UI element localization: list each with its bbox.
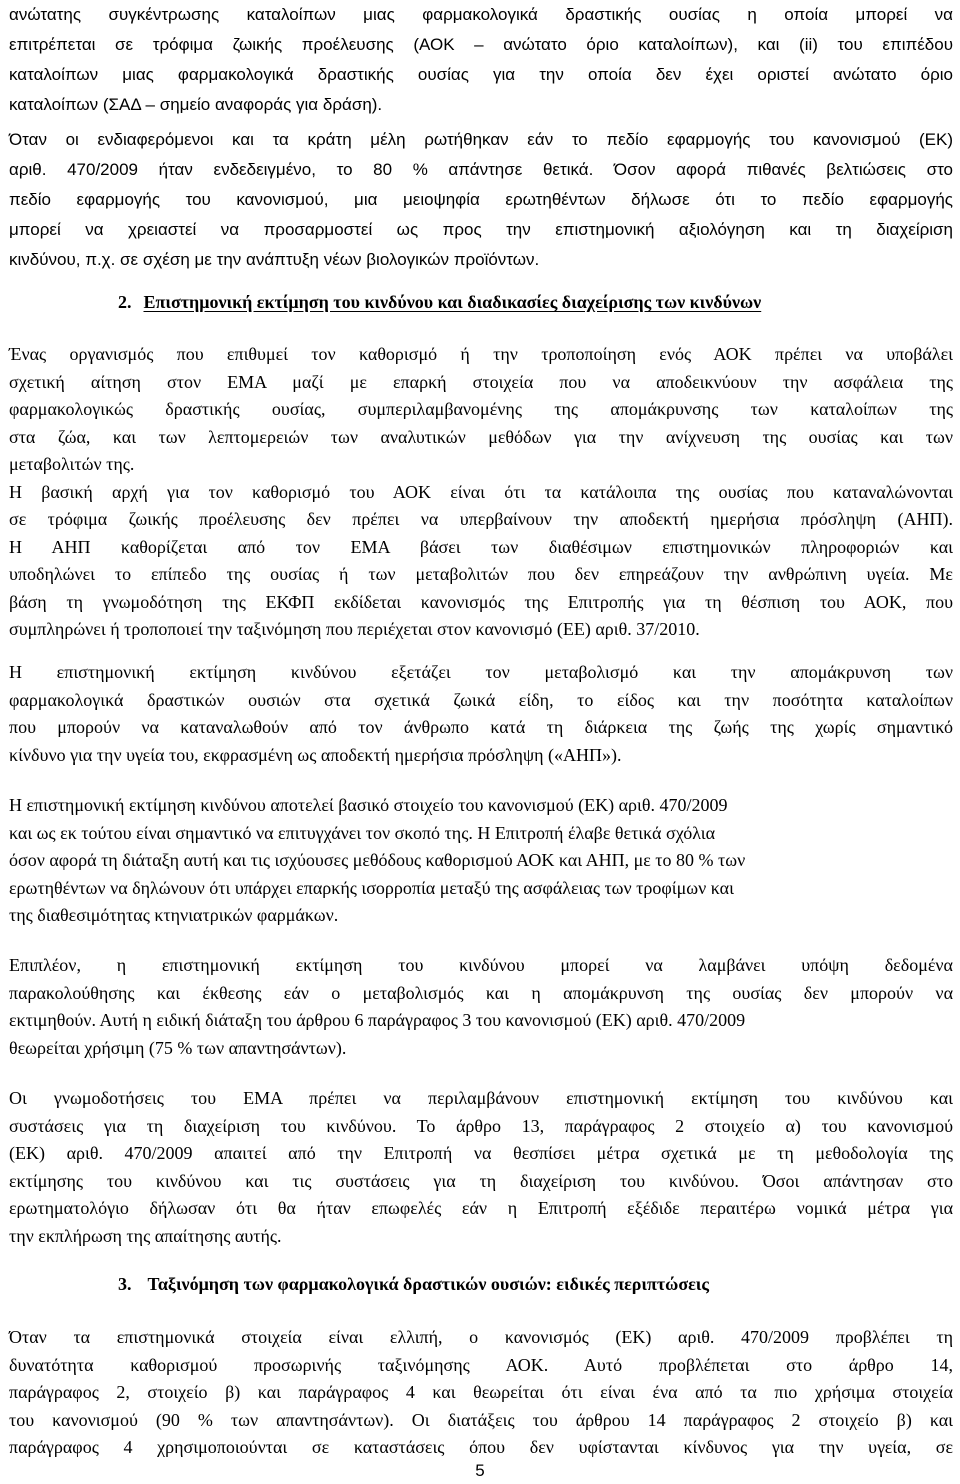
text-line: κινδύνου, π.χ. σε σχέση με την ανάπτυξη νέων βιολογικών προϊόντων. xyxy=(9,250,540,269)
text-line: συστάσεις για τη διαχείριση του κινδύνου. Το άρθρο 13, παράγραφος 2 στοιχείο α) του κανονισμού xyxy=(9,1115,953,1136)
text-line: συμπληρώνει ή τροποποιεί την ταξινόμηση που περιέχεται στον κανονισμό (ΕΕ) αριθ. 37/2010. xyxy=(9,619,700,639)
text-line: εκτιμηθούν. Αυτή η ειδική διάταξη του άρθρου 6 παράγραφος 3 του κανονισμού (ΕΚ) αριθ. 470/2009 xyxy=(9,1010,746,1030)
text-line: παράγραφος 2, στοιχείο β) και παράγραφος 4 και θεωρείται ότι είναι ένα από τα πιο χρήσιμα στοιχεία xyxy=(9,1382,953,1402)
text-line: υποδηλώνει το επίπεδο της ουσίας ή των μεταβολιτών που δεν επηρεάζουν την ανθρώπινη υγεία. Με xyxy=(9,564,953,584)
text-line: που μπορούν να καταναλωθούν από τον άνθρωπο κατά τη διάρκεια της ζωής της χωρίς σημαντικό xyxy=(9,717,953,737)
text-line: φαρμακολογικώς δραστικής ουσίας, συμπεριλαμβανομένης της απομάκρυνσης των καταλοίπων της xyxy=(9,399,953,419)
text-line: σχετική αίτηση στον ΕΜΑ μαζί με επαρκή στοιχεία που να αποδεικνύουν την ασφάλεια της xyxy=(9,371,953,392)
text-line: εκτίμησης του κινδύνου και τις συστάσεις για τη διαχείριση του κινδύνου. Όσοι απάντησαν στο xyxy=(9,1170,953,1191)
text-line: Η ΑΗΠ καθορίζεται από τον ΕΜΑ βάσει των διαθέσιμων επιστημονικών πληροφοριών και xyxy=(9,536,953,557)
text-line: βάση τη γνωμοδότηση της ΕΚΦΠ εκδίδεται κανονισμός της Επιτροπής για τη θέσπιση του ΑΟΚ, που xyxy=(9,591,953,612)
paragraph-monitoring xyxy=(9,952,953,1062)
text-line: μπορεί να χρειαστεί να προσαρμοστεί ως προς την επιστημονική αξιολόγηση και τη διαχείριση xyxy=(9,220,953,239)
text-line: αριθ. 470/2009 ήταν ενδεδειγμένο, το 80 % απάντησε θετικά. Όσον αφορά πιθανές βελτιώσεις στο xyxy=(9,160,953,179)
text-line: Ένας οργανισμός που επιθυμεί τον καθορισμό ή την τροποποίηση ενός ΑΟΚ πρέπει να υποβάλει xyxy=(9,344,953,364)
paragraph-intro xyxy=(9,0,953,120)
text-line: την εκπλήρωση της απαίτησης αυτής. xyxy=(9,1225,282,1246)
section-title: Επιστημονική εκτίμηση του κινδύνου και διαδικασίες διαχείρισης των κινδύνων xyxy=(143,292,762,312)
text-line: (ΕΚ) αριθ. 470/2009 απαιτεί από την Επιτροπή να θεσπίσει μέτρα σχετικά με τη μεθοδολογία της xyxy=(9,1143,953,1163)
section-title: Ταξινόμηση των φαρμακολογικά δραστικών ουσιών: ειδικές περιπτώσεις xyxy=(147,1274,709,1294)
text-line: παράγραφος 4 χρησιμοποιούνται σε καταστάσεις όπου δεν υφίστανται κίνδυνος για την υγεία, σε xyxy=(9,1437,953,1457)
section-2-heading xyxy=(118,289,761,316)
text-line: κίνδυνο για την υγεία του, εκφρασμένη ως αποδεκτή ημερήσια πρόσληψη («ΑΗΠ»). xyxy=(9,744,622,765)
text-line: της διαθεσιμότητας κτηνιατρικών φαρμάκων. xyxy=(9,905,339,925)
paragraph-scope xyxy=(9,125,953,275)
text-line: φαρμακολογικά δραστικών ουσιών στα σχετικά ζωικά είδη, το είδος και την ποσότητα καταλοίπων xyxy=(9,689,953,710)
text-line: σε τρόφιμα ζωικής προέλευσης δεν πρέπει να υπερβαίνουν την αποδεκτή ημερήσια πρόσληψη (ΑΗΠ). xyxy=(9,509,953,529)
text-line: Η επιστημονική εκτίμηση κινδύνου εξετάζει τον μεταβολισμό και την απομάκρυνση των xyxy=(9,662,953,682)
paragraph-key-element xyxy=(9,792,953,930)
text-line: Όταν οι ενδιαφερόμενοι και τα κράτη μέλη ρωτήθηκαν εάν το πεδίο εφαρμογής του κανονισμού (ΕΚ) xyxy=(9,130,953,149)
section-number: 3. xyxy=(118,1274,132,1294)
text-line: ερωτηθέντων να δηλώνουν ότι υπάρχει επαρκής ισορροπία μεταξύ της ασφάλειας των τροφίμων και xyxy=(9,877,734,898)
paragraph-ema-opinions xyxy=(9,1085,953,1250)
page-number: 5 xyxy=(475,1461,485,1480)
text-line: επιτρέπεται σε τρόφιμα ζωικής προέλευσης (ΑΟΚ – ανώτατο όριο καταλοίπων), και (ii) του επιπέδου xyxy=(9,35,953,54)
text-line: ανώτατης συγκέντρωσης καταλοίπων μιας φαρμακολογικά δραστικής ουσίας η οποία μπορεί να xyxy=(9,5,953,24)
paragraph-classification xyxy=(9,1324,953,1462)
text-line: καταλοίπων (ΣΑΔ – σημείο αναφοράς για δράση). xyxy=(9,95,383,114)
text-line: και ως εκ τούτου είναι σημαντικό να επιτυγχάνει τον σκοπό της. Η Επιτροπή έλαβε θετικά σχόλια xyxy=(9,822,716,843)
text-line: του κανονισμού (90 % των απαντησάντων). Οι διατάξεις του άρθρου 14 παράγραφος 2 στοιχείο β) και xyxy=(9,1409,953,1430)
text-line: όσον αφορά τη διάταξη αυτή και τις ισχύουσες μεθόδους καθορισμού ΑΟΚ και ΑΗΠ, με το 80 % των xyxy=(9,850,746,870)
text-line: στα ζώα, και των λεπτομερειών των αναλυτικών μεθόδων για την ανίχνευση της ουσίας και των xyxy=(9,426,953,447)
text-line: Οι γνωμοδοτήσεις του ΕΜΑ πρέπει να περιλαμβάνουν επιστημονική εκτίμηση του κινδύνου και xyxy=(9,1088,953,1108)
text-line: μεταβολιτών της. xyxy=(9,454,135,474)
section-number: 2. xyxy=(118,292,132,312)
paragraph-risk-assessment xyxy=(9,659,953,769)
paragraph-organisation xyxy=(9,341,953,644)
text-line: θεωρείται χρήσιμη (75 % των απαντησάντων). xyxy=(9,1037,347,1058)
text-line: πεδίο εφαρμογής του κανονισμού, μια μειοψηφία ερωτηθέντων δήλωσε ότι το πεδίο εφαρμογής xyxy=(9,190,953,209)
text-line: Όταν τα επιστημονικά στοιχεία είναι ελλιπή, ο κανονισμός (ΕΚ) αριθ. 470/2009 προβλέπει τη xyxy=(9,1327,953,1347)
text-line: δυνατότητα καθορισμού προσωρινής ταξινόμησης ΑΟΚ. Αυτό προβλέπεται στο άρθρο 14, xyxy=(9,1354,953,1375)
text-line: Επιπλέον, η επιστημονική εκτίμηση του κινδύνου μπορεί να λαμβάνει υπόψη δεδομένα xyxy=(9,955,953,975)
text-line: καταλοίπων μιας φαρμακολογικά δραστικής ουσίας για την οποία δεν έχει οριστεί ανώτατο όριο xyxy=(9,65,953,84)
text-line: Η βασική αρχή για τον καθορισμό του ΑΟΚ είναι ότι τα κατάλοιπα της ουσίας που καταναλώνονται xyxy=(9,481,953,502)
text-line: Η επιστημονική εκτίμηση κινδύνου αποτελεί βασικό στοιχείο του κανονισμού (ΕΚ) αριθ. 470/2009 xyxy=(9,795,728,815)
text-line: ερωτηματολόγιο δήλωσαν ότι θα ήταν επωφελές εάν η Επιτροπή εξέδιδε περαιτέρω νομικά μέτρα για xyxy=(9,1198,953,1218)
section-3-heading xyxy=(118,1271,709,1298)
text-line: παρακολούθησης και έκθεσης εάν ο μεταβολισμός και η απομάκρυνση της ουσίας δεν μπορούν να xyxy=(9,982,953,1003)
